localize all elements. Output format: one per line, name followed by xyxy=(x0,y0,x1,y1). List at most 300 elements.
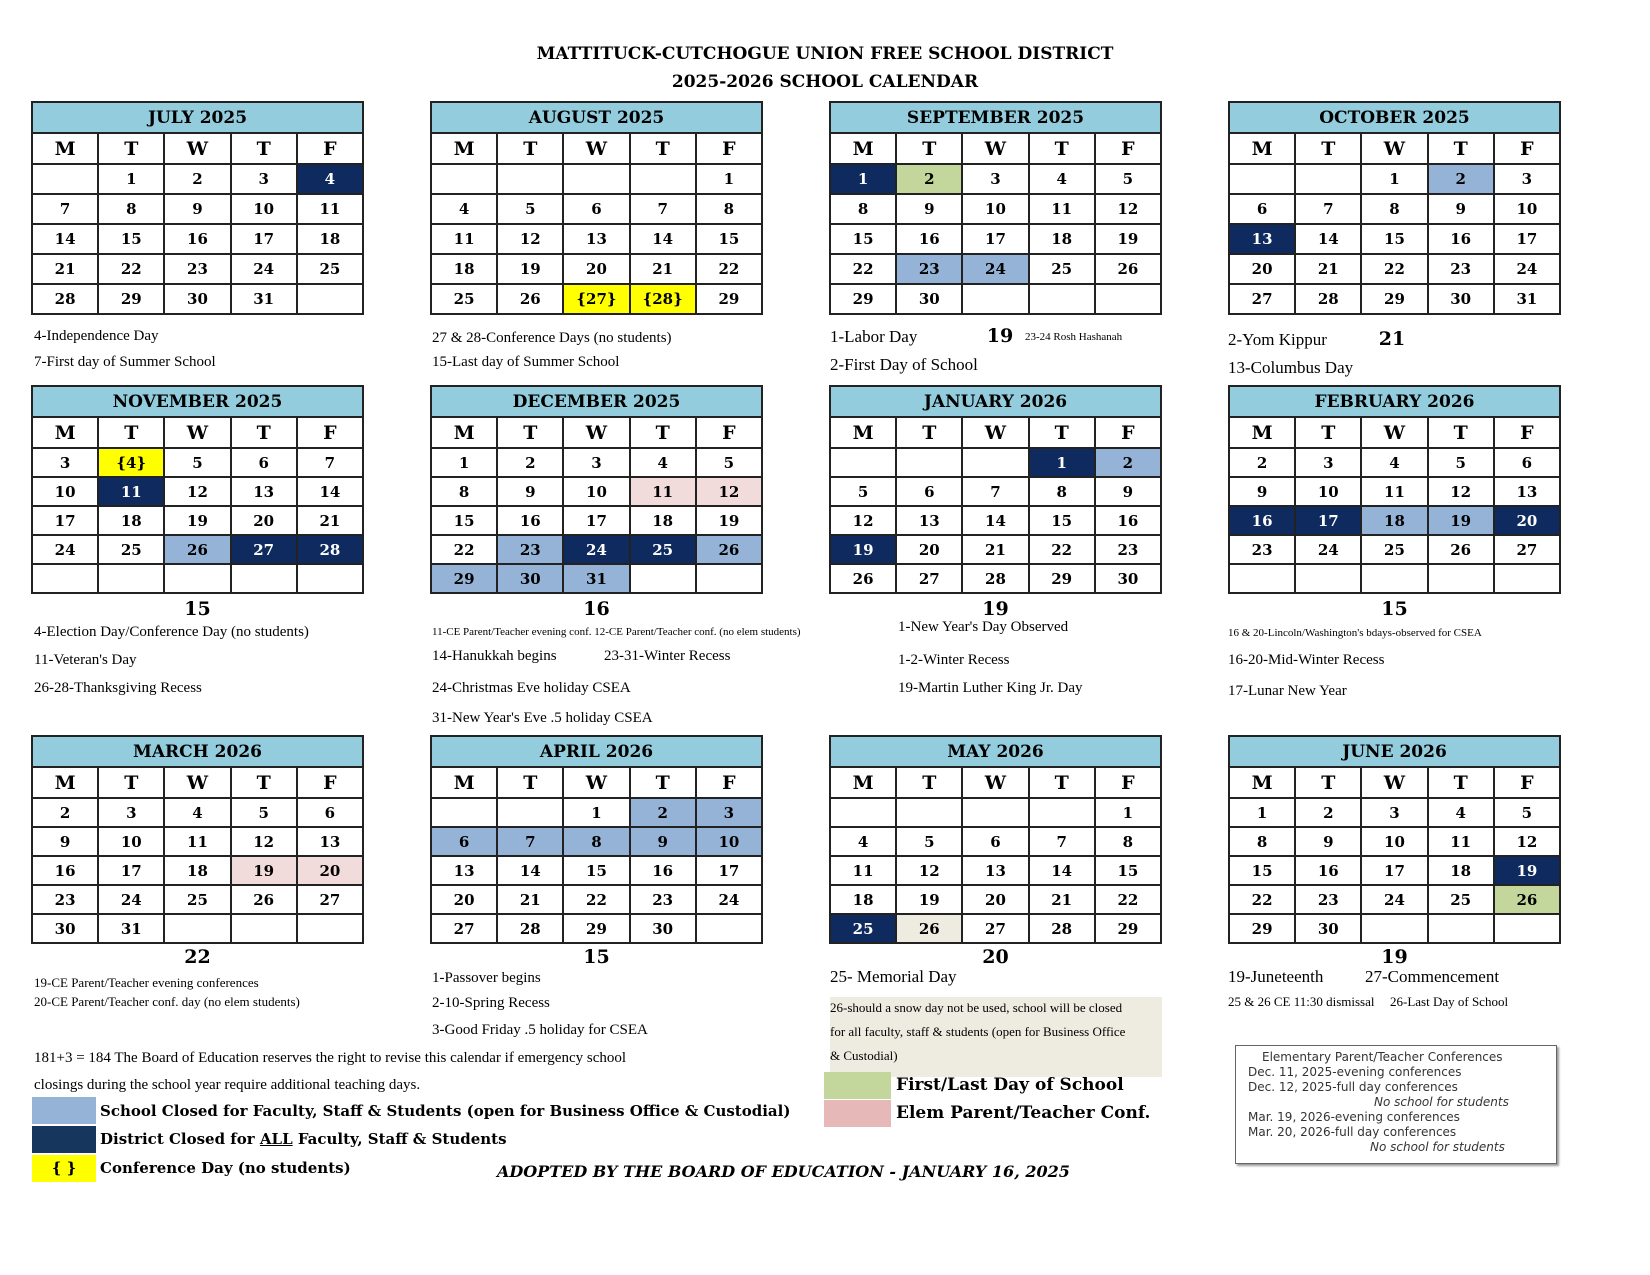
calendar-day: 30 xyxy=(497,564,563,593)
calendar-day: 26 xyxy=(1095,254,1161,284)
month-name: SEPTEMBER 2025 xyxy=(830,102,1161,133)
calendar-day: 12 xyxy=(1494,827,1560,856)
calendar-day: 17 xyxy=(32,506,98,535)
note: 25 & 26 CE 11:30 dismissal xyxy=(1228,994,1375,1009)
calendar-day: 2 xyxy=(630,798,696,827)
calendar-day: 2 xyxy=(1095,448,1161,477)
month-name: APRIL 2026 xyxy=(431,736,762,767)
weekday-header: F xyxy=(1494,767,1560,798)
conf-box-title: Elementary Parent/Teacher Conferences xyxy=(1262,1050,1503,1064)
calendar-day: 28 xyxy=(962,564,1028,593)
calendar-day: 22 xyxy=(830,254,896,284)
calendar-day: 10 xyxy=(1295,477,1361,506)
calendar-day: 1 xyxy=(830,164,896,194)
calendar-day: 14 xyxy=(297,477,363,506)
calendar-day: 23 xyxy=(32,885,98,914)
calendar-day: 22 xyxy=(563,885,629,914)
month-calendar xyxy=(829,735,1162,944)
calendar-day: 11 xyxy=(297,194,363,224)
calendar-day: 27 xyxy=(1494,535,1560,564)
elementary-conference-box xyxy=(1235,1045,1557,1164)
month-name: AUGUST 2025 xyxy=(431,102,762,133)
calendar-day: 24 xyxy=(696,885,762,914)
calendar-day: 11 xyxy=(1029,194,1095,224)
calendar-day: 23 xyxy=(1428,254,1494,284)
calendar-day xyxy=(1361,914,1427,943)
calendar-day: 20 xyxy=(1229,254,1295,284)
weekday-header: M xyxy=(32,767,98,798)
note: 2-First Day of School xyxy=(830,355,978,374)
calendar-day: 5 xyxy=(164,448,230,477)
calendar-day: 29 xyxy=(830,284,896,314)
weekday-header: F xyxy=(1095,417,1161,448)
calendar-day: 18 xyxy=(297,224,363,254)
note: 1-2-Winter Recess xyxy=(898,652,1010,668)
note: 13-Columbus Day xyxy=(1228,358,1354,377)
calendar-day: 5 xyxy=(1494,798,1560,827)
calendar-day: 23 xyxy=(896,254,962,284)
legend-conference-label: Conference Day (no students) xyxy=(100,1159,351,1177)
calendar-day: 8 xyxy=(696,194,762,224)
calendar-day: 15 xyxy=(431,506,497,535)
calendar-day: 2 xyxy=(497,448,563,477)
month-calendar xyxy=(31,101,364,315)
calendar-day: 13 xyxy=(962,856,1028,885)
calendar-day: 18 xyxy=(98,506,164,535)
calendar-day: 18 xyxy=(630,506,696,535)
note: 24-Christmas Eve holiday CSEA xyxy=(432,680,631,696)
calendar-day xyxy=(630,164,696,194)
calendar-day xyxy=(32,564,98,593)
calendar-day: 24 xyxy=(563,535,629,564)
weekday-header: M xyxy=(1229,417,1295,448)
note: 4-Independence Day xyxy=(34,328,159,344)
weekday-header: M xyxy=(1229,133,1295,164)
calendar-day: 7 xyxy=(1295,194,1361,224)
calendar-day: 10 xyxy=(696,827,762,856)
calendar-day xyxy=(896,448,962,477)
legend-elem-conf-label: Elem Parent/Teacher Conf. xyxy=(896,1103,1151,1123)
calendar-day: 1 xyxy=(431,448,497,477)
weekday-header: M xyxy=(431,767,497,798)
calendar-day xyxy=(98,564,164,593)
month-calendar xyxy=(1228,385,1561,594)
weekday-header: T xyxy=(630,133,696,164)
calendar-day: 9 xyxy=(497,477,563,506)
calendar-day: 22 xyxy=(1029,535,1095,564)
calendar-day: 22 xyxy=(696,254,762,284)
calendar-day: 31 xyxy=(98,914,164,943)
calendar-day: 17 xyxy=(563,506,629,535)
month-calendar xyxy=(31,735,364,944)
calendar-day: 9 xyxy=(1229,477,1295,506)
calendar-day: 25 xyxy=(830,914,896,943)
calendar-day: 6 xyxy=(431,827,497,856)
calendar-day xyxy=(1229,564,1295,593)
calendar-day: 1 xyxy=(696,164,762,194)
calendar-day: 25 xyxy=(431,284,497,314)
calendar-day xyxy=(696,564,762,593)
calendar-day: 31 xyxy=(231,284,297,314)
weekday-header: W xyxy=(563,133,629,164)
calendar-day xyxy=(896,798,962,827)
adoption-statement: ADOPTED BY THE BOARD OF EDUCATION - JANUARY 16, 2025 xyxy=(497,1162,1070,1181)
weekday-header: M xyxy=(1229,767,1295,798)
calendar-day: 13 xyxy=(896,506,962,535)
weekday-header: F xyxy=(1095,133,1161,164)
calendar-day: 2 xyxy=(32,798,98,827)
revision-statement-cont: closings during the school year require additional teaching days. xyxy=(34,1077,421,1093)
calendar-day: 27 xyxy=(431,914,497,943)
calendar-day: 12 xyxy=(231,827,297,856)
calendar-day: 21 xyxy=(1029,885,1095,914)
calendar-day: 18 xyxy=(1029,224,1095,254)
calendar-day: 30 xyxy=(630,914,696,943)
calendar-day: 1 xyxy=(563,798,629,827)
weekday-header: W xyxy=(563,417,629,448)
calendar-day xyxy=(962,284,1028,314)
calendar-day: 5 xyxy=(1428,448,1494,477)
weekday-header: F xyxy=(297,417,363,448)
calendar-day: 25 xyxy=(1361,535,1427,564)
legend-district-closed-label: District Closed for ALL Faculty, Staff & Students xyxy=(100,1130,507,1148)
calendar-day: 24 xyxy=(231,254,297,284)
month-name: JUNE 2026 xyxy=(1229,736,1560,767)
calendar-day: 2 xyxy=(1229,448,1295,477)
school-day-count: 20 xyxy=(982,946,1009,968)
note: 25- Memorial Day xyxy=(830,967,957,986)
calendar-day: 22 xyxy=(1095,885,1161,914)
calendar-day: 12 xyxy=(1095,194,1161,224)
note: 7-First day of Summer School xyxy=(34,354,216,370)
calendar-day: 11 xyxy=(164,827,230,856)
calendar-day xyxy=(1095,284,1161,314)
weekday-header: M xyxy=(830,417,896,448)
calendar-day: 26 xyxy=(231,885,297,914)
calendar-day: 16 xyxy=(32,856,98,885)
calendar-day: 29 xyxy=(696,284,762,314)
note: 16-20-Mid-Winter Recess xyxy=(1228,652,1385,668)
calendar-day: 23 xyxy=(1295,885,1361,914)
weekday-header: W xyxy=(164,767,230,798)
calendar-day: 15 xyxy=(1361,224,1427,254)
month-name: MARCH 2026 xyxy=(32,736,363,767)
calendar-day: 9 xyxy=(164,194,230,224)
calendar-day: 21 xyxy=(962,535,1028,564)
weekday-header: M xyxy=(830,767,896,798)
calendar-day: 26 xyxy=(830,564,896,593)
weekday-header: M xyxy=(32,417,98,448)
weekday-header: T xyxy=(1295,417,1361,448)
calendar-day: 2 xyxy=(164,164,230,194)
weekday-header: T xyxy=(896,767,962,798)
calendar-day: 12 xyxy=(497,224,563,254)
calendar-day: 30 xyxy=(1428,284,1494,314)
weekday-header: T xyxy=(1428,767,1494,798)
calendar-day xyxy=(1494,914,1560,943)
weekday-header: M xyxy=(830,133,896,164)
calendar-day: 20 xyxy=(231,506,297,535)
calendar-day: 2 xyxy=(896,164,962,194)
calendar-day: 23 xyxy=(630,885,696,914)
note: 19-CE Parent/Teacher evening conferences xyxy=(34,975,259,990)
calendar-day: 8 xyxy=(1361,194,1427,224)
calendar-day: 3 xyxy=(696,798,762,827)
weekday-header: W xyxy=(1361,767,1427,798)
calendar-day: 11 xyxy=(830,856,896,885)
calendar-day xyxy=(830,448,896,477)
calendar-day: 19 xyxy=(896,885,962,914)
weekday-header: M xyxy=(32,133,98,164)
calendar-day: 10 xyxy=(1361,827,1427,856)
calendar-day: 30 xyxy=(32,914,98,943)
calendar-day xyxy=(431,798,497,827)
calendar-day xyxy=(164,914,230,943)
calendar-day: 15 xyxy=(830,224,896,254)
calendar-day: 6 xyxy=(896,477,962,506)
weekday-header: T xyxy=(896,417,962,448)
weekday-header: T xyxy=(231,417,297,448)
calendar-day: 13 xyxy=(563,224,629,254)
calendar-day xyxy=(1295,564,1361,593)
conf-box-line: Dec. 11, 2025-evening conferences xyxy=(1248,1065,1462,1079)
calendar-day: 24 xyxy=(962,254,1028,284)
note: 26-Last Day of School xyxy=(1390,994,1509,1009)
calendar-day: 17 xyxy=(98,856,164,885)
calendar-day: 21 xyxy=(630,254,696,284)
weekday-header: T xyxy=(497,767,563,798)
calendar-day: 16 xyxy=(1229,506,1295,535)
conf-box-line: No school for students xyxy=(1370,1140,1505,1154)
calendar-day: 18 xyxy=(164,856,230,885)
note: 2-Yom Kippur xyxy=(1228,330,1327,349)
calendar-day: 1 xyxy=(1029,448,1095,477)
calendar-day: 25 xyxy=(164,885,230,914)
calendar-day: 20 xyxy=(431,885,497,914)
calendar-day: 19 xyxy=(1095,224,1161,254)
calendar-day xyxy=(1428,564,1494,593)
calendar-day: 19 xyxy=(164,506,230,535)
calendar-day: 2 xyxy=(1295,798,1361,827)
calendar-day: 20 xyxy=(1494,506,1560,535)
calendar-day: 23 xyxy=(164,254,230,284)
weekday-header: T xyxy=(497,133,563,164)
legend-first-last-swatch xyxy=(824,1072,891,1099)
calendar-day: 21 xyxy=(1295,254,1361,284)
calendar-day: 8 xyxy=(563,827,629,856)
calendar-day: 9 xyxy=(1428,194,1494,224)
note: 16 & 20-Lincoln/Washington's bdays-observed for CSEA xyxy=(1228,627,1482,639)
note: 3-Good Friday .5 holiday for CSEA xyxy=(432,1022,648,1038)
calendar-day: 12 xyxy=(830,506,896,535)
calendar-day: 19 xyxy=(1494,856,1560,885)
calendar-day: 27 xyxy=(1229,284,1295,314)
calendar-day: 1 xyxy=(1095,798,1161,827)
conf-box-line: Mar. 19, 2026-evening conferences xyxy=(1248,1110,1460,1124)
calendar-day: 2 xyxy=(1428,164,1494,194)
note: for all faculty, staff & students (open for Business Office xyxy=(830,1024,1126,1039)
calendar-day: 4 xyxy=(1361,448,1427,477)
calendar-day xyxy=(164,564,230,593)
note: 19-Juneteenth xyxy=(1228,967,1324,986)
calendar-day xyxy=(1361,564,1427,593)
legend-closed-swatch xyxy=(32,1097,96,1124)
calendar-day xyxy=(696,914,762,943)
calendar-day: 5 xyxy=(1095,164,1161,194)
calendar-day: 27 xyxy=(297,885,363,914)
calendar-day: {27} xyxy=(563,284,629,314)
calendar-day: 30 xyxy=(1095,564,1161,593)
calendar-subtitle: 2025-2026 SCHOOL CALENDAR xyxy=(671,72,979,92)
calendar-day: 25 xyxy=(1029,254,1095,284)
calendar-day: 15 xyxy=(1229,856,1295,885)
school-day-count: 15 xyxy=(583,946,610,968)
calendar-day: 16 xyxy=(896,224,962,254)
calendar-day: 26 xyxy=(696,535,762,564)
calendar-day: 4 xyxy=(630,448,696,477)
calendar-day: 8 xyxy=(1229,827,1295,856)
calendar-day: 30 xyxy=(896,284,962,314)
weekday-header: F xyxy=(297,767,363,798)
calendar-day: 10 xyxy=(32,477,98,506)
calendar-day: 22 xyxy=(1361,254,1427,284)
calendar-day xyxy=(497,164,563,194)
calendar-day: 8 xyxy=(1095,827,1161,856)
note: 11-Veteran's Day xyxy=(34,652,137,668)
calendar-day: 28 xyxy=(1029,914,1095,943)
calendar-day: 6 xyxy=(1229,194,1295,224)
month-calendar xyxy=(430,735,763,944)
calendar-day xyxy=(1428,914,1494,943)
calendar-day: 19 xyxy=(497,254,563,284)
calendar-day: 5 xyxy=(896,827,962,856)
note: 26-should a snow day not be used, school will be closed xyxy=(830,1000,1123,1015)
calendar-day xyxy=(297,284,363,314)
month-name: FEBRUARY 2026 xyxy=(1229,386,1560,417)
calendar-day: 9 xyxy=(1295,827,1361,856)
calendar-day: 11 xyxy=(1428,827,1494,856)
calendar-day xyxy=(962,448,1028,477)
calendar-day: 3 xyxy=(32,448,98,477)
school-day-count: 16 xyxy=(583,598,610,620)
calendar-day: 4 xyxy=(1029,164,1095,194)
month-name: MAY 2026 xyxy=(830,736,1161,767)
month-name: OCTOBER 2025 xyxy=(1229,102,1560,133)
calendar-day: 18 xyxy=(1428,856,1494,885)
weekday-header: T xyxy=(1295,133,1361,164)
calendar-day: 26 xyxy=(896,914,962,943)
calendar-day: 16 xyxy=(497,506,563,535)
calendar-day: 15 xyxy=(98,224,164,254)
calendar-day: 15 xyxy=(1029,506,1095,535)
weekday-header: W xyxy=(164,133,230,164)
legend-elem-conf-swatch xyxy=(824,1100,891,1127)
calendar-day: 18 xyxy=(431,254,497,284)
calendar-day: 6 xyxy=(231,448,297,477)
calendar-day: 15 xyxy=(1095,856,1161,885)
calendar-day: 1 xyxy=(1229,798,1295,827)
calendar-day: 6 xyxy=(962,827,1028,856)
calendar-day: 17 xyxy=(696,856,762,885)
calendar-day xyxy=(1295,164,1361,194)
weekday-header: F xyxy=(696,767,762,798)
calendar-day: 8 xyxy=(98,194,164,224)
month-calendar xyxy=(829,385,1162,594)
calendar-day: 15 xyxy=(696,224,762,254)
school-day-count: 19 xyxy=(982,598,1009,620)
school-day-count: 19 xyxy=(1381,946,1408,968)
calendar-day: 7 xyxy=(32,194,98,224)
conf-box-line: Mar. 20, 2026-full day conferences xyxy=(1248,1125,1457,1139)
weekday-header: T xyxy=(497,417,563,448)
calendar-day: 3 xyxy=(231,164,297,194)
calendar-day xyxy=(962,798,1028,827)
weekday-header: F xyxy=(1494,417,1560,448)
calendar-day: 24 xyxy=(98,885,164,914)
calendar-day: 22 xyxy=(431,535,497,564)
calendar-day xyxy=(431,164,497,194)
calendar-day: 29 xyxy=(1095,914,1161,943)
calendar-day: 7 xyxy=(297,448,363,477)
weekday-header: T xyxy=(1428,133,1494,164)
calendar-day: 13 xyxy=(297,827,363,856)
month-calendar xyxy=(31,385,364,594)
calendar-day: 20 xyxy=(297,856,363,885)
calendar-day: 11 xyxy=(98,477,164,506)
note: 27-Commencement xyxy=(1365,967,1500,986)
calendar-day: 3 xyxy=(563,448,629,477)
calendar-day: 14 xyxy=(630,224,696,254)
calendar-day: 4 xyxy=(431,194,497,224)
note: 19-Martin Luther King Jr. Day xyxy=(898,680,1083,696)
calendar-day: 7 xyxy=(630,194,696,224)
weekday-header: T xyxy=(1428,417,1494,448)
calendar-day: 3 xyxy=(962,164,1028,194)
note: 11-CE Parent/Teacher evening conf. 12-CE Parent/Teacher conf. (no elem students) xyxy=(432,626,801,638)
month-name: JANUARY 2026 xyxy=(830,386,1161,417)
month-calendar xyxy=(430,101,763,315)
calendar-day: 23 xyxy=(1229,535,1295,564)
note: 31-New Year's Eve .5 holiday CSEA xyxy=(432,710,653,726)
calendar-day: 28 xyxy=(1295,284,1361,314)
calendar-day: {4} xyxy=(98,448,164,477)
calendar-day: 25 xyxy=(98,535,164,564)
calendar-day: 13 xyxy=(231,477,297,506)
weekday-header: T xyxy=(98,417,164,448)
weekday-header: T xyxy=(630,767,696,798)
calendar-day: 29 xyxy=(1029,564,1095,593)
calendar-day: 11 xyxy=(630,477,696,506)
note: & Custodial) xyxy=(830,1048,898,1063)
calendar-day: 12 xyxy=(164,477,230,506)
calendar-day: 14 xyxy=(32,224,98,254)
month-calendar xyxy=(1228,735,1561,944)
calendar-day: 12 xyxy=(896,856,962,885)
calendar-day: 28 xyxy=(497,914,563,943)
calendar-day xyxy=(1229,164,1295,194)
weekday-header: F xyxy=(297,133,363,164)
calendar-day: 4 xyxy=(164,798,230,827)
legend-closed-label: School Closed for Faculty, Staff & Students (open for Business Office & Custodial) xyxy=(100,1102,791,1120)
calendar-day: 5 xyxy=(497,194,563,224)
calendar-day: 20 xyxy=(563,254,629,284)
calendar-day: 5 xyxy=(231,798,297,827)
calendar-day: 5 xyxy=(830,477,896,506)
weekday-header: F xyxy=(696,417,762,448)
note: 17-Lunar New Year xyxy=(1228,683,1347,699)
calendar-day: 10 xyxy=(98,827,164,856)
calendar-day xyxy=(231,914,297,943)
